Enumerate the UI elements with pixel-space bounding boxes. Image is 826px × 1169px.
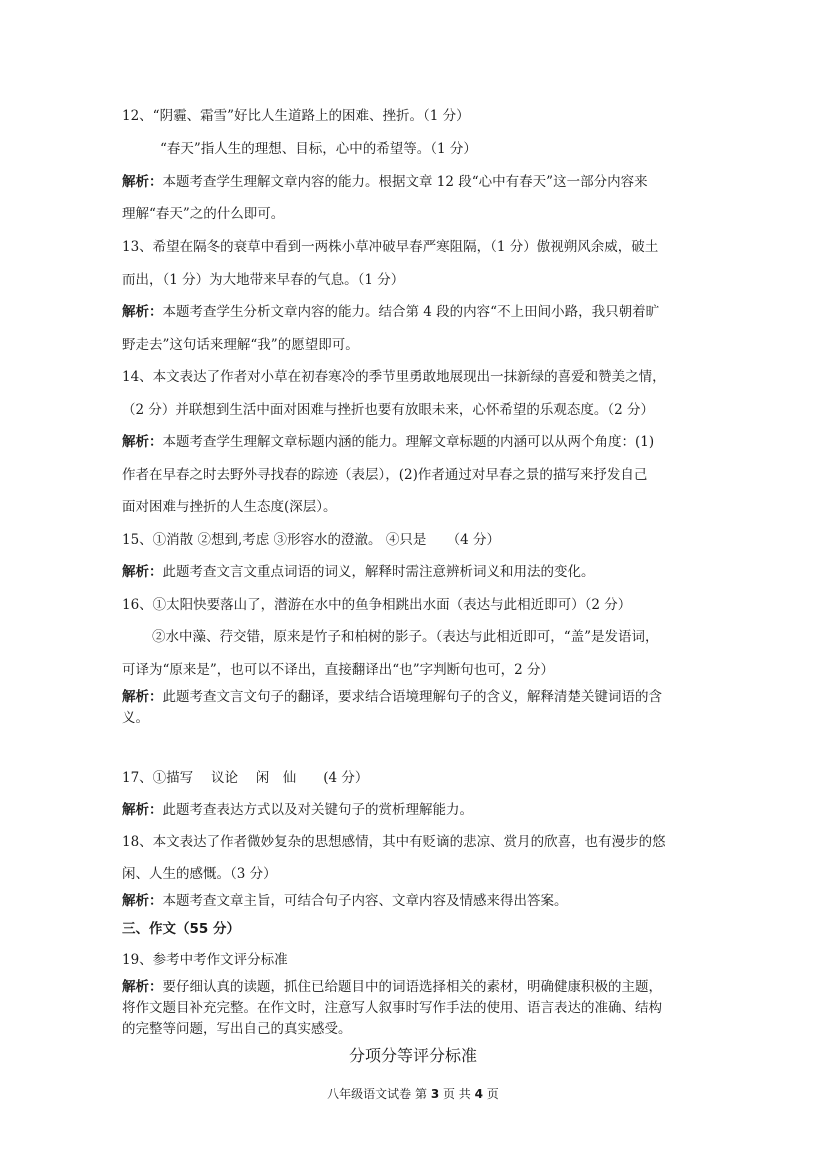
- line-q12-1: 12、“阴霾、霜雪”好比人生道路上的困难、挫折。（1 分）: [122, 108, 470, 124]
- page-footer: 八年级语文试卷 第 3 页 共 4 页: [327, 1087, 499, 1101]
- line-q14-4: 作者在早春之时去野外寻找春的踪迹（表层），(2)作者通过对早春之景的描写来抒发自己: [122, 467, 648, 483]
- line-q14-1: 14、本文表达了作者对小草在初春寒冷的季节里勇敢地展现出一抹新绿的喜爱和赞美之情，: [122, 369, 666, 385]
- line-q13-2: 而出，（1 分）为大地带来早春的气息。（1 分）: [122, 272, 405, 288]
- line-q15-1: 15、①消散 ②想到,考虑 ③形容水的澄澈。 ④只是 （4 分）: [122, 532, 500, 548]
- line-q18-3: 解析：本题考查文章主旨，可结合句子内容、文章内容及情感来得出答案。: [122, 893, 568, 909]
- line-q14-3: 解析：本题考查学生理解文章标题内涵的能力。理解文章标题的内涵可以从两个角度：(1): [122, 434, 655, 450]
- line-q16-3: 可译为“原来是”，也可以不译出，直接翻译出“也”字判断句也可，2 分）: [122, 662, 554, 678]
- line-q16-1: 16、①太阳快要落山了，潜游在水中的鱼争相跳出水面（表达与此相近即可）（2 分）: [122, 597, 632, 613]
- line-q18-2: 闲、人生的感慨。（3 分）: [122, 866, 277, 882]
- line-q16-2: ②水中藻、荇交错，原来是竹子和柏树的影子。（表达与此相近即可，“盖”是发语词，: [152, 629, 659, 645]
- line-q14-2: （2 分）并联想到生活中面对困难与挫折也要有放眼未来，心怀希望的乐观态度。（2 分）: [122, 402, 655, 418]
- scoring-heading: 分项分等评分标准: [348, 1046, 477, 1065]
- line-q15-2: 解析：此题考查文言文重点词语的词义，解释时需注意辨析词义和用法的变化。: [122, 564, 595, 580]
- line-q12-3: 解析：本题考查学生理解文章内容的能力。根据文章 12 段“心中有春天”这一部分内容来: [122, 174, 648, 190]
- line-q16-4: 解析：此题考查文言文句子的翻译，要求结合语境理解句子的含义，解释清楚关键词语的含: [122, 689, 662, 705]
- line-q19-1: 19、参考中考作文评分标准: [122, 952, 288, 968]
- line-q12-2: “春天”指人生的理想、目标，心中的希望等。（1 分）: [160, 141, 477, 157]
- line-q14-5: 面对困难与挫折的人生态度(深层）。: [122, 499, 337, 515]
- line-q13-1: 13、希望在隔冬的衰草中看到一两株小草冲破早春严寒阻隔，（1 分）傲视朔风余威，破土: [122, 239, 659, 255]
- line-q13-3: 解析：本题考查学生分析文章内容的能力。结合第 4 段的内容“不上田间小路，我只朝着旷: [122, 304, 660, 320]
- line-q19-4: 的完整等问题，写出自己的真实感受。: [122, 1021, 352, 1037]
- line-q18-1: 18、本文表达了作者微妙复杂的思想感情，其中有贬谪的悲凉、赏月的欣喜，也有漫步的悠: [122, 834, 666, 850]
- line-q12-4: 理解“春天”之的什么即可。: [122, 206, 285, 222]
- section-three-title: 三、作文（55 分）: [122, 921, 240, 937]
- line-q16-5: 义。: [122, 710, 149, 726]
- line-q19-3: 将作文题目补充完整。在作文时，注意写人叙事时写作手法的使用、语言表达的准确、结构: [122, 1000, 662, 1016]
- line-q17-1: 17、①描写 议论 闲 仙 (4 分）: [122, 770, 369, 786]
- line-q19-2: 解析：要仔细认真的读题，抓住已给题目中的词语选择相关的素材，明确健康积极的主题，: [122, 979, 662, 995]
- line-q17-2: 解析：此题考查表达方式以及对关键句子的赏析理解能力。: [122, 802, 473, 818]
- line-q13-4: 野走去”这句话来理解“我”的愿望即可。: [122, 337, 359, 353]
